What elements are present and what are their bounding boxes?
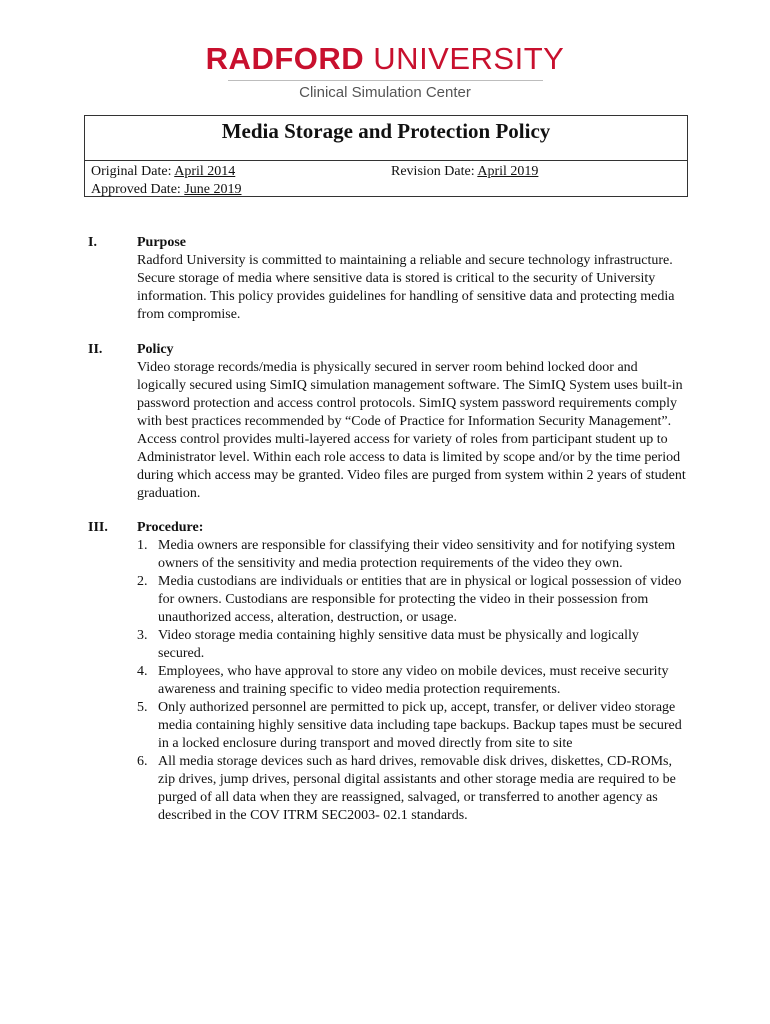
list-item xyxy=(137,537,688,573)
revision-date-value: April 2019 xyxy=(477,164,539,179)
section-numeral: II. xyxy=(88,342,103,357)
list-item-text: Only authorized personnel are permitted to pick up, accept, transfer, or deliver video storage media containing highly sensitive data including tape backups. Backup tapes must be secured in a locked enclosure during transport and moved directly from site to site xyxy=(158,700,682,751)
list-item xyxy=(137,753,688,825)
list-item xyxy=(137,699,688,753)
logo-wordmark xyxy=(0,40,770,78)
policy-header-box xyxy=(84,115,688,197)
date-info-right xyxy=(391,163,538,181)
section-purpose xyxy=(88,234,688,324)
list-item-text: Employees, who have approval to store any video on mobile devices, must receive security awareness and training specific to video media protection requirements. xyxy=(158,664,669,697)
list-item-number: 4. xyxy=(137,664,148,679)
list-item xyxy=(137,663,688,699)
list-item-text: Media owners are responsible for classifying their video sensitivity and for notifying system owners of the sensitivity and media protection requirements of the video they own. xyxy=(158,538,676,571)
list-item-number: 6. xyxy=(137,754,148,769)
approved-date-value: June 2019 xyxy=(184,182,242,197)
university-logo xyxy=(0,40,770,102)
logo-name-rest: UNIVERSITY xyxy=(373,41,565,76)
section-numeral: III. xyxy=(88,520,108,535)
policy-title: Media Storage and Protection Policy xyxy=(85,116,687,161)
list-item-number: 5. xyxy=(137,700,148,715)
date-info-left xyxy=(91,163,241,199)
list-item-text: All media storage devices such as hard drives, removable disk drives, diskettes, CD-ROMs, zip drives, jump drives, personal digital assistants and other storage media are required to be purged of all data when they are reassigned, salvaged, or transferred to another agency as described in the COV ITRM SEC2003- 02.1 standards. xyxy=(158,754,676,823)
logo-divider xyxy=(228,80,543,81)
logo-subtitle: Clinical Simulation Center xyxy=(299,84,471,101)
approved-date-label: Approved Date: xyxy=(91,182,185,197)
section-heading: Policy xyxy=(137,342,174,357)
list-item-text: Media custodians are individuals or entities that are in physical or logical possession of video for owners. Custodians are responsible for protecting the video in their possession from unauthorized access, alteration, destruction, or usage. xyxy=(158,574,682,625)
revision-date-label: Revision Date: xyxy=(391,164,478,179)
section-procedure xyxy=(88,519,688,825)
section-heading: Purpose xyxy=(137,235,186,250)
original-date-line xyxy=(91,163,241,181)
section-text: Radford University is committed to maintaining a reliable and secure technology infrastructure. Secure storage of media where sensitive data is stored is critical to the security of University information. This policy provides guidelines for handling of sensitive data and protecting media from compromise. xyxy=(137,253,675,322)
list-item xyxy=(137,573,688,627)
list-item-number: 2. xyxy=(137,574,148,589)
approved-date-line xyxy=(91,181,241,199)
original-date-value: April 2014 xyxy=(174,164,236,179)
list-item-number: 3. xyxy=(137,628,148,643)
procedure-list xyxy=(137,537,688,825)
logo-name-bold: RADFORD xyxy=(205,41,365,76)
section-policy xyxy=(88,341,688,503)
section-heading: Procedure: xyxy=(137,520,204,535)
section-text: Video storage records/media is physically secured in server room behind locked door and logically secured using SimIQ simulation management software. The SimIQ System uses built-in password protection and access control protocols. SimIQ system password requirements comply with best practices recommended by “Code of Practice for Information Security Management”. Access control provides multi-layered access for variety of roles from participant student up to Administrator level. Within each role access to data is limited by scope and/or by the time period during which access may be granted. Video files are purged from system within 2 years of student graduation. xyxy=(137,360,686,501)
list-item-number: 1. xyxy=(137,538,148,553)
list-item-text: Video storage media containing highly sensitive data must be physically and logically secured. xyxy=(158,628,639,661)
original-date-label: Original Date: xyxy=(91,164,175,179)
section-numeral: I. xyxy=(88,235,97,250)
list-item xyxy=(137,627,688,663)
